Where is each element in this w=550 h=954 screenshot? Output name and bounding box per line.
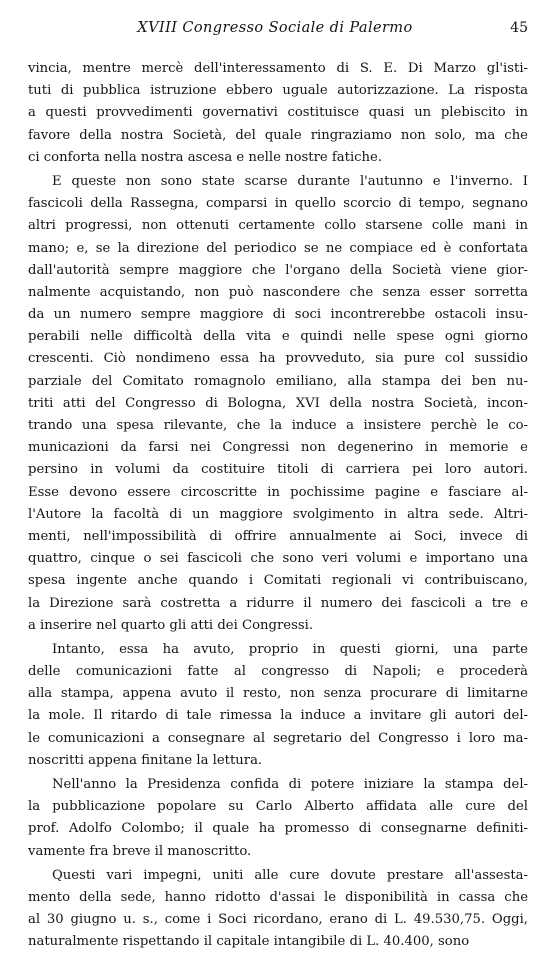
text-line: ci conforta nella nostra ascesa e nelle nostre fatiche. bbox=[28, 149, 383, 165]
text-line: mano; e, se la direzione del periodico se ne compiace ed è confortata bbox=[28, 240, 528, 256]
paragraph bbox=[28, 58, 528, 169]
paragraph bbox=[28, 774, 528, 863]
text-line: le comunicazioni a consegnare al segretario del Congresso i loro ma- bbox=[28, 730, 528, 746]
text-line: trando una spesa rilevante, che la induce a insistere perchè le co- bbox=[28, 418, 528, 433]
paragraph bbox=[28, 639, 528, 772]
text-line: Esse devono essere circoscritte in pochissime pagine e fasciare al- bbox=[28, 484, 528, 500]
running-title: XVIII Congresso Sociale di Palermo bbox=[137, 20, 413, 36]
text-line: spesa ingente anche quando i Comitati regionali vi contribuiscano, bbox=[28, 573, 528, 589]
text-line: crescenti. Ciò nondimeno essa ha provveduto, sia pure col sussidio bbox=[28, 351, 528, 367]
text-line: vincia, mentre mercè dell'interessamento di S. E. Di Marzo gl'isti- bbox=[28, 61, 528, 76]
text-line: triti atti del Congresso di Bologna, XVI della nostra Società, incon- bbox=[28, 395, 528, 411]
text-line: noscritti appena finitane la lettura. bbox=[28, 752, 263, 768]
text-line: persino in volumi da costituire titoli di carriera pei loro autori. bbox=[28, 462, 528, 478]
text-line: tuti di pubblica istruzione ebbero uguale autorizzazione. La risposta bbox=[28, 83, 528, 99]
text-line: mento della sede, hanno ridotto d'assai le disponibilità in cassa che bbox=[28, 889, 528, 905]
text-line: dall'autorità sempre maggiore che l'organo della Società viene gior- bbox=[28, 262, 528, 278]
text-line: parziale del Comitato romagnolo emiliano, alla stampa dei ben nu- bbox=[28, 373, 528, 389]
text-line: Intanto, essa ha avuto, proprio in questi giorni, una parte bbox=[52, 641, 528, 657]
text-line: menti, nell'impossibilità di offrire annualmente ai Soci, invece di bbox=[28, 528, 528, 544]
text-line: E queste non sono state scarse durante l'autunno e l'inverno. I bbox=[52, 173, 528, 189]
page-header bbox=[0, 20, 550, 42]
text-line: prof. Adolfo Colombo; il quale ha promesso di consegnarne definiti- bbox=[28, 821, 528, 837]
text-line: nalmente acquistando, non può nascondere che senza esser sorretta bbox=[28, 284, 528, 300]
text-line: municazioni da farsi nei Congressi non degenerino in memorie e bbox=[28, 440, 528, 456]
text-line: altri progressi, non ottenuti certamente collo starsene colle mani in bbox=[28, 218, 528, 234]
text-line: l'Autore la facoltà di un maggiore svolgimento in altra sede. Altri- bbox=[28, 506, 528, 522]
body-text bbox=[28, 58, 528, 954]
text-line: da un numero sempre maggiore di soci incontrerebbe ostacoli insu- bbox=[28, 307, 528, 323]
text-line: quattro, cinque o sei fascicoli che sono veri volumi e importano una bbox=[28, 551, 528, 567]
text-line: la Direzione sarà costretta a ridurre il numero dei fascicoli a tre e bbox=[28, 595, 528, 611]
paragraph bbox=[28, 865, 528, 954]
text-line: favore della nostra Società, del quale ringraziamo non solo, ma che bbox=[28, 127, 528, 143]
text-line: fascicoli della Rassegna, comparsi in quello scorcio di tempo, segnano bbox=[28, 196, 528, 212]
text-line: al 30 giugno u. s., come i Soci ricordano, erano di L. 49.530,75. Oggi, bbox=[28, 912, 528, 928]
text-line: delle comunicazioni fatte al congresso di Napoli; e procederà bbox=[28, 664, 528, 680]
text-line: perabili nelle difficoltà della vita e quindi nelle spese ogni giorno bbox=[28, 329, 528, 345]
page-number: 45 bbox=[510, 20, 528, 36]
text-line: naturalmente rispettando il capitale intangibile di L. 40.400, sono bbox=[28, 934, 470, 950]
text-line: vamente fra breve il manoscritto. bbox=[28, 843, 252, 859]
text-line: Questi vari impegni, uniti alle cure dovute prestare all'assesta- bbox=[52, 867, 528, 883]
text-line: a inserire nel quarto gli atti dei Congressi. bbox=[28, 617, 314, 633]
text-line: a questi provvedimenti governativi costituisce quasi un plebiscito in bbox=[28, 105, 528, 121]
text-line: alla stampa, appena avuto il resto, non senza procurare di limitarne bbox=[28, 686, 528, 702]
paragraph bbox=[28, 171, 528, 637]
text-line: Nell'anno la Presidenza confida di potere iniziare la stampa del- bbox=[52, 777, 528, 792]
text-line: la pubblicazione popolare su Carlo Alberto affidata alle cure del bbox=[28, 799, 528, 815]
text-line: la mole. Il ritardo di tale rimessa la induce a invitare gli autori del- bbox=[28, 708, 528, 724]
